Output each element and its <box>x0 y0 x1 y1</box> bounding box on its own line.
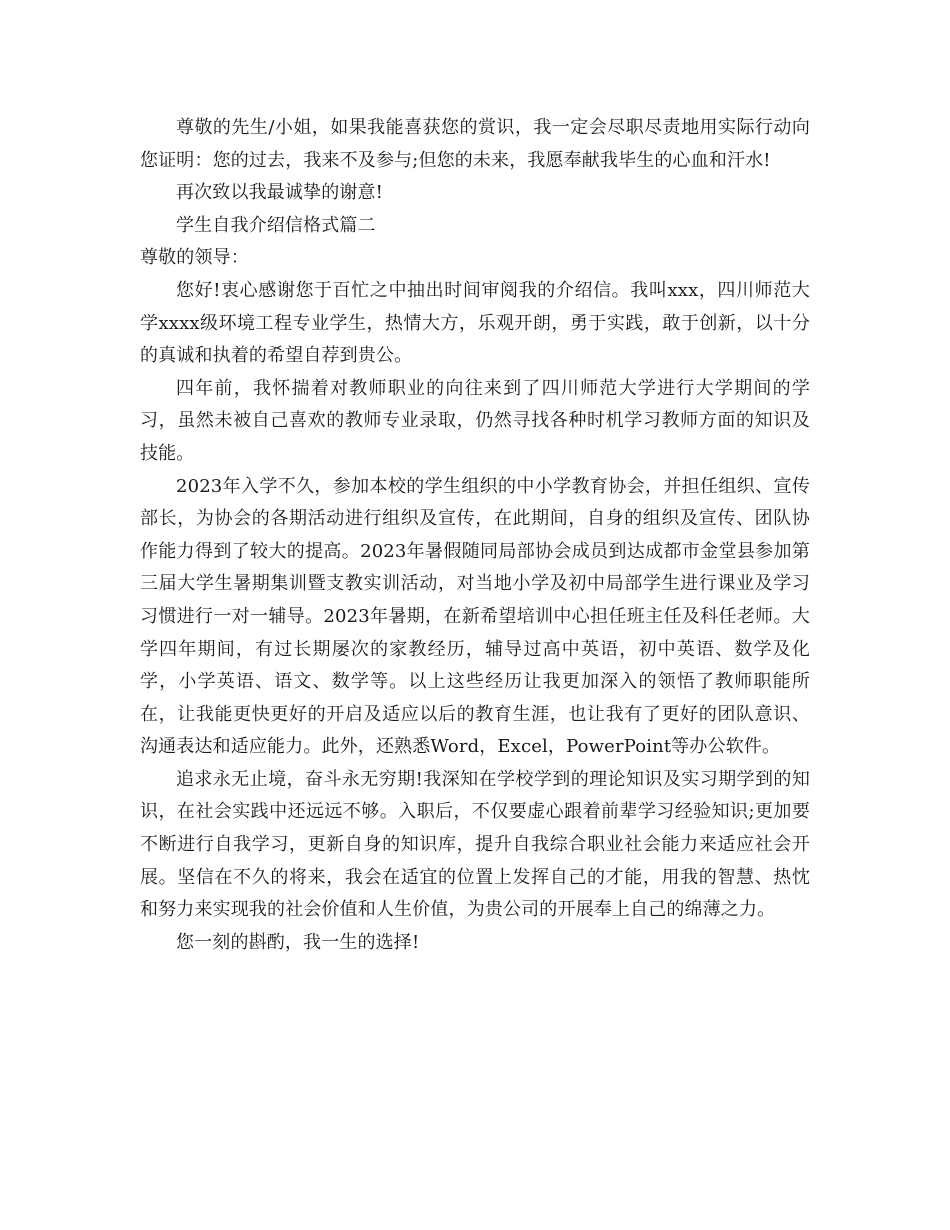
salutation: 尊敬的领导： <box>140 247 249 269</box>
paragraph-closing-promise: 尊敬的先生/小姐，如果我能喜获您的赏识，我一定会尽职尽责地用实际行动向您证明：您的过去，我来不及参与;但您的未来，我愿奉献我毕生的心血和汗水! <box>140 117 810 171</box>
paragraph-thanks: 再次致以我最诚挚的谢意! <box>176 182 384 204</box>
paragraph-background: 四年前，我怀揣着对教师职业的向往来到了四川师范大学进行大学期间的学习，虽然未被自己喜欢的教师专业录取，仍然寻找各种时机学习教师方面的知识及技能。 <box>140 377 810 464</box>
paragraph-introduction: 您好!衷心感谢您于百忙之中抽出时间审阅我的介绍信。我叫xxx，四川师范大学xxxx级环境工程专业学生，热情大方，乐观开朗，勇于实践，敢于创新，以十分的真诚和执着的希望自荐到贵公。 <box>140 279 810 367</box>
paragraph-aspiration: 追求永无止境，奋斗永无穷期!我深知在学校学到的理论知识及实习期学到的知识，在社会实践中还远远不够。入职后，不仅要虚心跟着前辈学习经验知识;更加要不断进行自我学习，更新自身的知识库，提升自我综合职业社会能力来适应社会开展。坚信在不久的将来，我会在适宜的位置上发挥自己的才能，用我的智慧、热忱和努力来实现我的社会价值和人生价值，为贵公司的开展奉上自己的绵薄之力。 <box>140 768 810 921</box>
paragraph-experience: 2023年入学不久，参加本校的学生组织的中小学教育协会，并担任组织、宣传部长，为协会的各期活动进行组织及宣传，在此期间，自身的组织及宣传、团队协作能力得到了较大的提高。2023年暑假随同局部协会成员到达成都市金堂县参加第三届大学生暑期集训暨支教实训活动，对当地小学及初中局部学生进行课业及学习习惯进行一对一辅导。2023年暑期，在新希望培训中心担任班主任及科任老师。大学四年期间，有过长期屡次的家教经历，辅导过高中英语，初中英语、数学及化学，小学英语、语文、数学等。以上这些经历让我更加深入的领悟了教师职能所在，让我能更快更好的开启及适应以后的教育生涯，也让我有了更好的团队意识、沟通表达和适应能力。此外，还熟悉Word，Excel，PowerPoint等办公软件。 <box>140 475 810 758</box>
section-title: 学生自我介绍信格式篇二 <box>176 214 376 236</box>
paragraph-final: 您一刻的斟酌，我一生的选择! <box>176 931 420 953</box>
document-body <box>140 112 810 959</box>
